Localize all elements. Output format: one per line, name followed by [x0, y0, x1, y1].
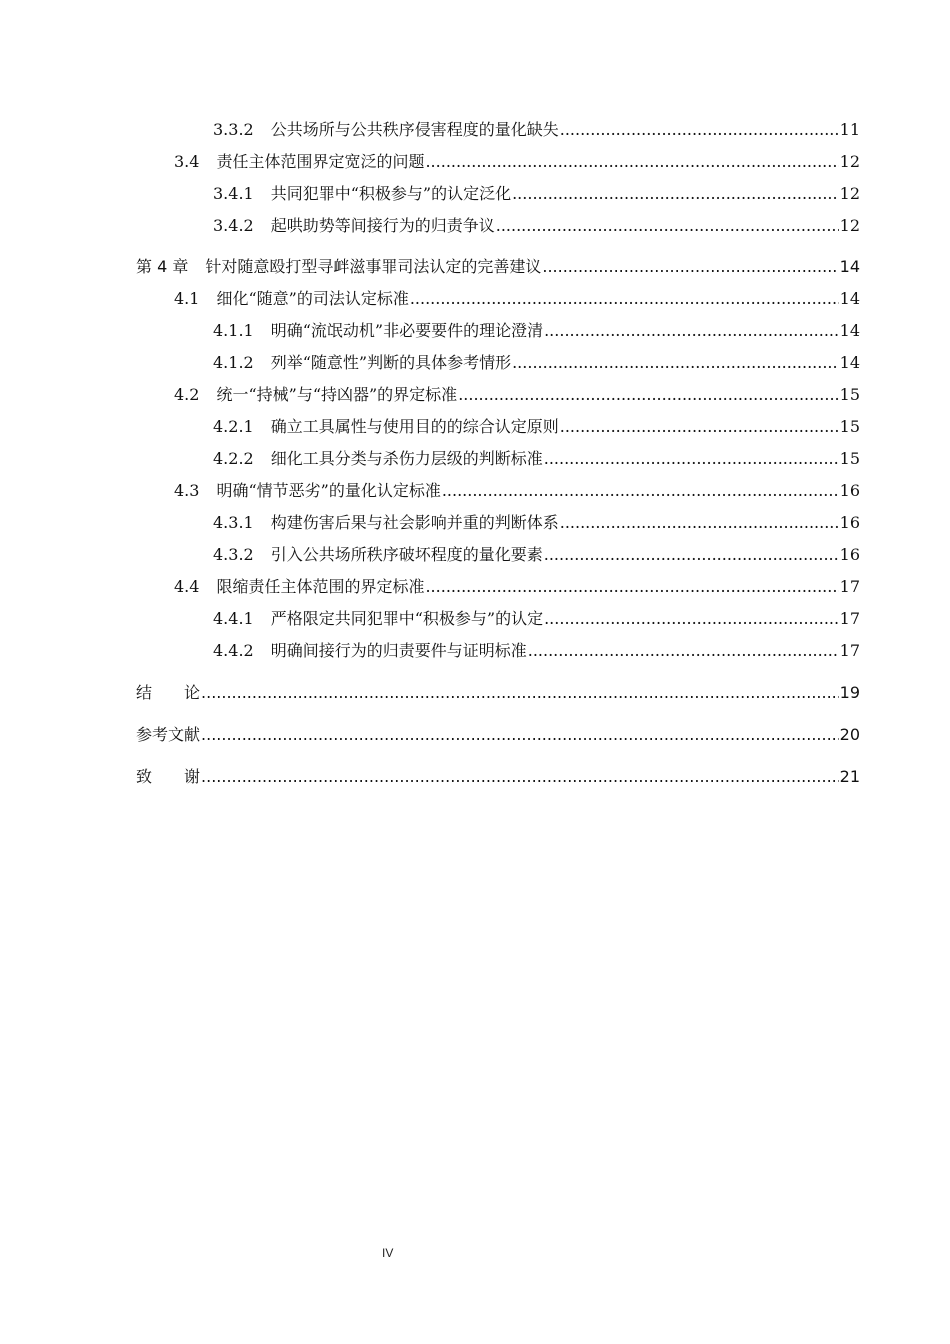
toc-leader-dots [425, 146, 838, 178]
toc-leader-dots [512, 178, 839, 210]
toc-number: 4.3.1 [213, 513, 254, 532]
toc-page-number: 11 [839, 120, 860, 139]
toc-entry-4-3[interactable] [136, 475, 860, 507]
toc-entry-4-1[interactable] [136, 283, 860, 315]
toc-title: 列举“随意性”判断的具体参考情形 [270, 353, 512, 372]
toc-title: 限缩责任主体范围的界定标准 [216, 577, 425, 596]
toc-number: 4.2.1 [213, 417, 254, 436]
toc-title: 严格限定共同犯罪中“积极参与”的认定 [270, 609, 544, 628]
toc-title: 致 谢 [136, 767, 201, 786]
toc-page-number: 17 [839, 609, 860, 628]
toc-page-number: 15 [839, 449, 860, 468]
toc-entry-4-3-1[interactable] [136, 507, 860, 539]
toc-title: 结 论 [136, 683, 201, 702]
toc-entry-3-3-2[interactable] [136, 114, 860, 146]
footer-page-number: IV [382, 1246, 394, 1260]
toc-page-number: 19 [839, 683, 860, 702]
toc-page-number: 15 [839, 385, 860, 404]
toc-number: 4.4.2 [213, 641, 254, 660]
toc-title: 起哄助势等间接行为的归责争议 [270, 216, 495, 235]
toc-leader-dots [425, 571, 838, 603]
toc-entry-3-4[interactable] [136, 146, 860, 178]
toc-number: 4.2 [174, 385, 200, 404]
toc-entry-acknowledgements[interactable] [136, 761, 860, 793]
toc-number: 第 4 章 [136, 257, 189, 276]
toc-entry-4-2-1[interactable] [136, 411, 860, 443]
toc-entry-4-1-2[interactable] [136, 347, 860, 379]
toc-page-number: 20 [839, 725, 860, 744]
toc-leader-dots [201, 677, 839, 709]
toc-leader-dots [410, 283, 839, 315]
toc-page-number: 12 [839, 184, 860, 203]
toc-number: 3.3.2 [213, 120, 254, 139]
toc-title: 责任主体范围界定宽泛的问题 [216, 152, 425, 171]
toc-leader-dots [496, 210, 839, 242]
toc-title: 细化“随意”的司法认定标准 [216, 289, 409, 308]
toc-title: 构建伤害后果与社会影响并重的判断体系 [270, 513, 559, 532]
toc-entry-4-4-2[interactable] [136, 635, 860, 667]
toc-number: 4.3 [174, 481, 200, 500]
toc-number: 4.1.2 [213, 353, 254, 372]
toc-entry-4-2[interactable] [136, 379, 860, 411]
toc-entry-4-4-1[interactable] [136, 603, 860, 635]
toc-entry-3-4-2[interactable] [136, 210, 860, 242]
toc-leader-dots [442, 475, 839, 507]
toc-title: 公共场所与公共秩序侵害程度的量化缺失 [270, 120, 559, 139]
toc-page-number: 14 [839, 289, 860, 308]
toc-page-number: 17 [839, 577, 860, 596]
toc-number: 3.4.2 [213, 216, 254, 235]
toc-page-number: 14 [839, 353, 860, 372]
toc-leader-dots [458, 379, 838, 411]
toc-number: 4.4 [174, 577, 200, 596]
toc-leader-dots [201, 761, 839, 793]
toc-leader-dots [544, 539, 839, 571]
toc-leader-dots [560, 411, 839, 443]
toc-leader-dots [560, 114, 839, 146]
toc-title: 针对随意殴打型寻衅滋事罪司法认定的完善建议 [205, 257, 542, 276]
toc-leader-dots [201, 719, 839, 751]
toc-number: 3.4.1 [213, 184, 254, 203]
table-of-contents [136, 114, 860, 793]
toc-leader-dots [512, 347, 839, 379]
toc-entry-4-3-2[interactable] [136, 539, 860, 571]
toc-number: 4.1.1 [213, 321, 254, 340]
toc-page-number: 17 [839, 641, 860, 660]
toc-page-number: 16 [839, 481, 860, 500]
toc-title: 统一“持械”与“持凶器”的界定标准 [216, 385, 458, 404]
toc-title: 细化工具分类与杀伤力层级的判断标准 [270, 449, 543, 468]
toc-title: 引入公共场所秩序破坏程度的量化要素 [270, 545, 543, 564]
toc-title: 确立工具属性与使用目的的综合认定原则 [270, 417, 559, 436]
toc-title: 明确“情节恶劣”的量化认定标准 [216, 481, 441, 500]
toc-entry-conclusion[interactable] [136, 677, 860, 709]
toc-page-number: 12 [839, 152, 860, 171]
toc-page-number: 12 [839, 216, 860, 235]
toc-page-number: 15 [839, 417, 860, 436]
toc-title: 明确“流氓动机”非必要要件的理论澄清 [270, 321, 544, 340]
toc-title: 共同犯罪中“积极参与”的认定泛化 [270, 184, 512, 203]
toc-number: 4.2.2 [213, 449, 254, 468]
toc-number: 3.4 [174, 152, 200, 171]
toc-entry-4-4[interactable] [136, 571, 860, 603]
toc-page-number: 16 [839, 513, 860, 532]
toc-number: 4.1 [174, 289, 200, 308]
toc-number: 4.3.2 [213, 545, 254, 564]
toc-leader-dots [542, 251, 838, 283]
toc-page-number: 14 [839, 257, 860, 276]
toc-page-number: 14 [839, 321, 860, 340]
toc-leader-dots [544, 603, 839, 635]
toc-title: 参考文献 [136, 725, 201, 744]
toc-leader-dots [544, 315, 839, 347]
toc-number: 4.4.1 [213, 609, 254, 628]
toc-entry-chapter-4[interactable] [136, 251, 860, 283]
toc-entry-4-2-2[interactable] [136, 443, 860, 475]
toc-page-number: 16 [839, 545, 860, 564]
toc-leader-dots [544, 443, 839, 475]
toc-entry-references[interactable] [136, 719, 860, 751]
toc-entry-4-1-1[interactable] [136, 315, 860, 347]
toc-leader-dots [560, 507, 839, 539]
toc-page-number: 21 [839, 767, 860, 786]
toc-entry-3-4-1[interactable] [136, 178, 860, 210]
toc-title: 明确间接行为的归责要件与证明标准 [270, 641, 527, 660]
toc-leader-dots [528, 635, 839, 667]
